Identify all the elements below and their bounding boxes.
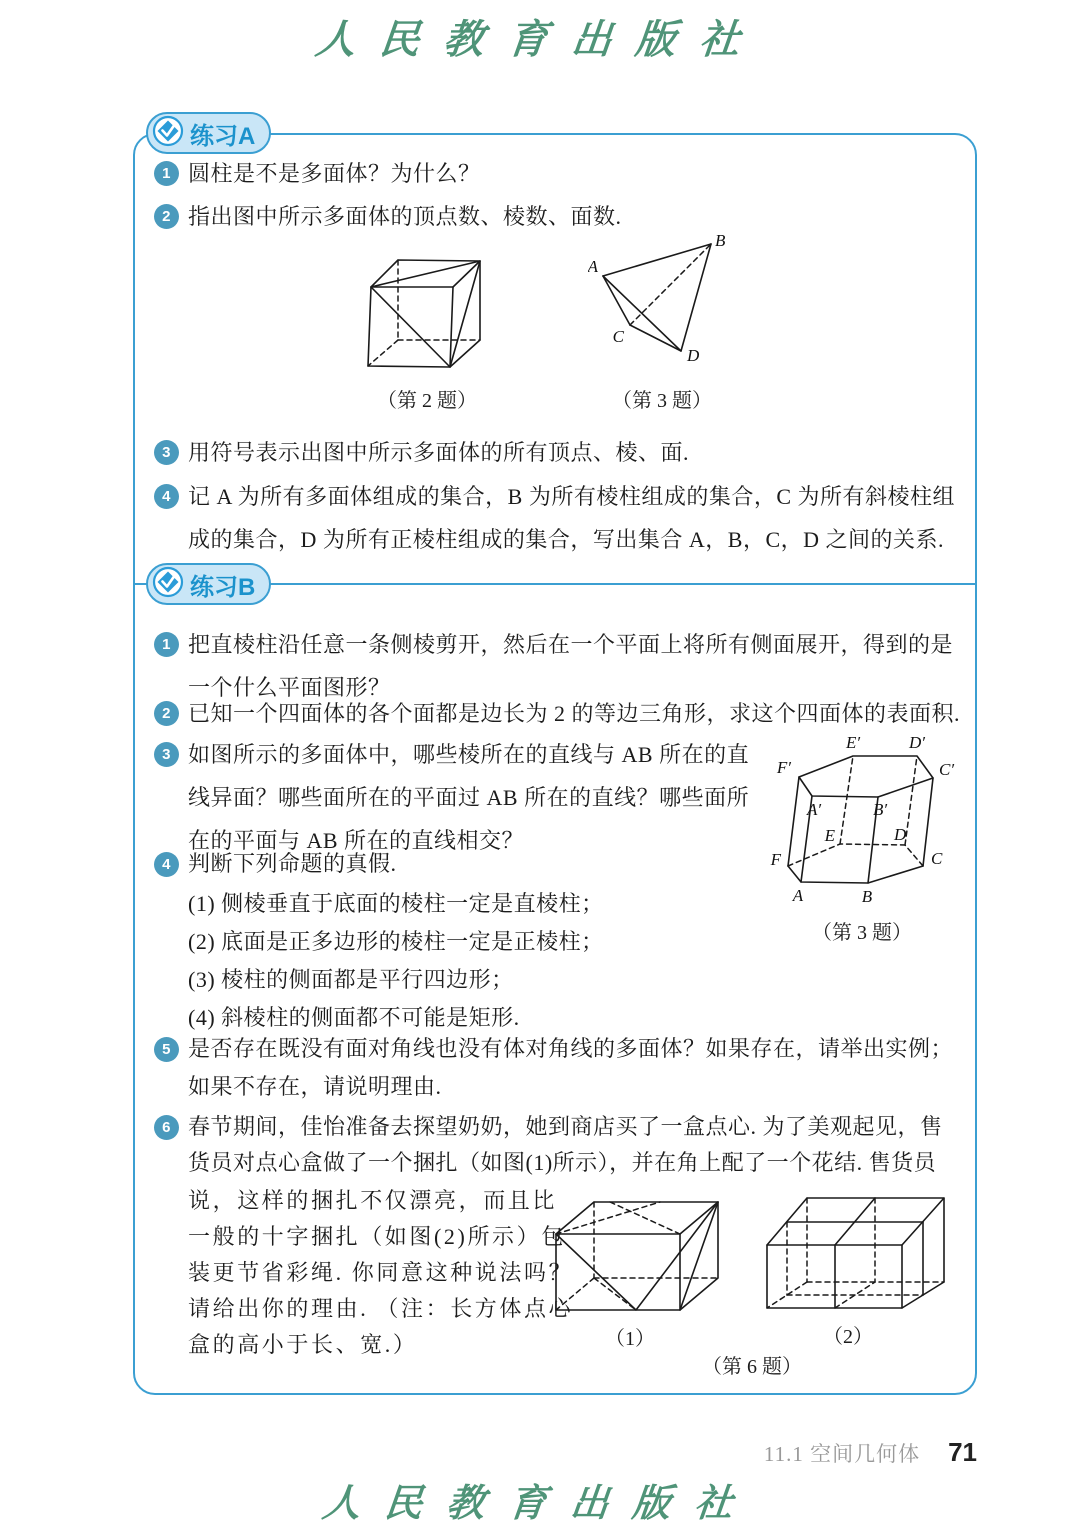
text-line: 在的平面与 AB 所在的直线相交？ — [188, 828, 525, 853]
cube-figure-caption: （第 2 题） — [377, 390, 477, 412]
text-line: 请给出你的理由. （注：长方体点心 — [188, 1296, 574, 1321]
item-number-badge: 6 — [154, 1115, 179, 1140]
vertex-label-d-prime: D′ — [909, 733, 925, 752]
vertex-label-e: E — [824, 826, 835, 845]
text-line: (4) 斜棱柱的侧面都不可能是矩形. — [188, 1005, 520, 1030]
text-line: 判断下列命题的真假. — [188, 851, 397, 876]
item-number-badge: 2 — [154, 204, 179, 229]
text-line: 说，这样的捆扎不仅漂亮，而且比 — [188, 1188, 558, 1213]
item-number-badge: 4 — [154, 484, 179, 509]
tetra-figure-caption: （第 3 题） — [612, 390, 712, 412]
text-line: 如图所示的多面体中，哪些棱所在的直线与 AB 所在的直 — [188, 742, 750, 767]
pen-book-icon — [152, 566, 184, 603]
box2-caption: （2） — [823, 1326, 873, 1348]
vertex-label-c-prime: C′ — [939, 760, 955, 779]
vertex-label-b-prime: B′ — [873, 800, 888, 819]
item-number-badge: 3 — [154, 440, 179, 465]
text-line: 一个什么平面图形？ — [188, 675, 391, 700]
text-line: 装更节省彩绳. 你同意这种说法吗？ — [188, 1260, 574, 1285]
exercise-b-item-4-subitems — [188, 885, 788, 1037]
text-line: 指出图中所示多面体的顶点数、棱数、面数. — [188, 204, 622, 229]
vertex-label-a: A — [792, 886, 804, 905]
cube-with-triangle-figure — [362, 244, 492, 369]
text-line: 货员对点心盒做了一个捆扎（如图(1)所示），并在角上配了一个花结. 售货员 — [188, 1150, 937, 1175]
text-line: 记 A 为所有多面体组成的集合，B 为所有棱柱组成的集合，C 为所有斜棱柱组 — [188, 484, 956, 509]
text-line: 盒的高小于长、宽.） — [188, 1332, 418, 1357]
gift-box-diagonal-wrap-figure — [548, 1192, 748, 1324]
vertex-label-f-prime: F′ — [776, 758, 791, 777]
text-line: (3) 棱柱的侧面都是平行四边形； — [188, 967, 514, 992]
text-line: 把直棱柱沿任意一条侧棱剪开，然后在一个平面上将所有侧面展开，得到的是 — [188, 632, 954, 657]
text-line: 线异面？哪些面所在的平面过 AB 所在的直线？哪些面所 — [188, 785, 750, 810]
vertex-label-a-prime: A′ — [807, 800, 822, 819]
prism-figure-caption: （第 3 题） — [812, 922, 912, 944]
tab-exercise-b — [146, 563, 271, 605]
tab-exercise-a — [146, 112, 271, 154]
publisher-logo-bottom: 人民教育出版社 — [320, 1483, 759, 1525]
vertex-label-e-prime: E′ — [845, 733, 861, 752]
tab-exercise-b-label: 练习B — [190, 573, 256, 601]
item-number-badge: 5 — [154, 1037, 179, 1062]
hexagonal-prism-figure — [765, 731, 960, 911]
text-line: 圆柱是不是多面体？为什么？ — [188, 161, 481, 186]
text-line: 如果不存在，请说明理由. — [188, 1074, 442, 1099]
publisher-logo-top: 人民教育出版社 — [313, 17, 767, 62]
vertex-label-b: B — [861, 887, 873, 906]
footer-section-title: 11.1 空间几何体 — [763, 1442, 921, 1466]
vertex-label-a: A — [588, 257, 598, 276]
text-line: 春节期间，佳怡准备去探望奶奶，她到商店买了一盒点心. 为了美观起见，售 — [188, 1114, 943, 1139]
footer-page-number: 71 — [948, 1437, 977, 1467]
vertex-label-b: B — [715, 234, 726, 250]
vertex-label-c: C — [931, 849, 943, 868]
text-line: 一般的十字捆扎（如图(2)所示）包 — [188, 1224, 566, 1249]
exercise-b-item-4 — [162, 845, 788, 883]
text-line: (1) 侧棱垂直于底面的棱柱一定是直棱柱； — [188, 891, 604, 916]
exercise-b-item-5 — [162, 1030, 968, 1106]
vertex-label-f: F — [770, 850, 781, 869]
tab-exercise-a-label: 练习A — [190, 122, 256, 150]
item-number-badge: 4 — [154, 852, 179, 877]
exercise-a-item-1 — [162, 152, 968, 195]
exercise-a-item-4 — [162, 475, 968, 561]
vertex-label-d: D — [894, 825, 907, 844]
item-number-badge: 1 — [154, 632, 179, 657]
vertex-label-c: C — [612, 327, 624, 346]
text-line: 用符号表示出图中所示多面体的所有顶点、棱、面. — [188, 440, 690, 465]
problem6-figure-caption: （第 6 题） — [702, 1356, 802, 1378]
text-line: 已知一个四面体的各个面都是边长为 2 的等边三角形，求这个四面体的表面积. — [188, 701, 961, 726]
gift-box-cross-wrap-figure — [760, 1192, 960, 1317]
text-line: (2) 底面是正多边形的棱柱一定是正棱柱； — [188, 929, 604, 954]
box1-caption: （1） — [605, 1328, 655, 1350]
item-number-badge: 1 — [154, 161, 179, 186]
text-line: 是否存在既没有面对角线也没有体对角线的多面体？如果存在，请举出实例； — [188, 1036, 954, 1061]
exercise-a-item-2 — [162, 195, 968, 238]
exercise-a-item-3 — [162, 431, 968, 474]
pen-book-icon — [152, 115, 184, 152]
exercise-b-item-6-continued — [188, 1183, 578, 1363]
vertex-label-d: D — [687, 346, 700, 365]
page-footer — [764, 1437, 977, 1468]
item-number-badge: 3 — [154, 742, 179, 767]
text-line: 成的集合，D 为所有正棱柱组成的集合，写出集合 A，B，C，D 之间的关系. — [188, 527, 945, 552]
exercise-b-item-6 — [162, 1109, 968, 1181]
exercise-b-item-3 — [162, 733, 788, 862]
exercise-b-item-2 — [162, 692, 978, 735]
item-number-badge: 2 — [154, 701, 179, 726]
tetrahedron-figure — [588, 234, 733, 366]
